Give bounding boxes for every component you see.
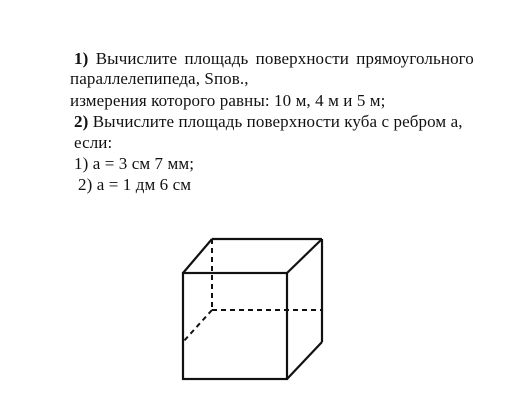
task1-number: 1) [74, 49, 89, 68]
task1-text-line3: измерения которого равны: 10 м, 4 м и 5 м; [70, 91, 386, 110]
bottom-right-edge [287, 342, 322, 379]
top-left-edge [183, 239, 212, 273]
task2-text-line1: Вычислите площадь поверхности куба с ребром а, [92, 112, 463, 131]
cube-drawing [176, 236, 326, 382]
hidden-edge-depth [183, 310, 212, 342]
hidden-edges [183, 239, 322, 342]
task1-heading-line [74, 49, 474, 69]
task2-number: 2) [74, 112, 89, 131]
top-right-edge [287, 239, 322, 273]
task1-text-line2: параллелепипеда, Sпов., [70, 69, 249, 88]
task2-item2: 2) а = 1 дм 6 см [78, 175, 192, 194]
cube-figure [176, 236, 326, 382]
task1-text-line1: Вычислите площадь поверхности прямоугольного [95, 49, 474, 68]
task2-text-line2: если: [74, 133, 113, 152]
task2-heading-line [74, 112, 463, 132]
task2-item1: 1) а = 3 см 7 мм; [74, 154, 195, 173]
